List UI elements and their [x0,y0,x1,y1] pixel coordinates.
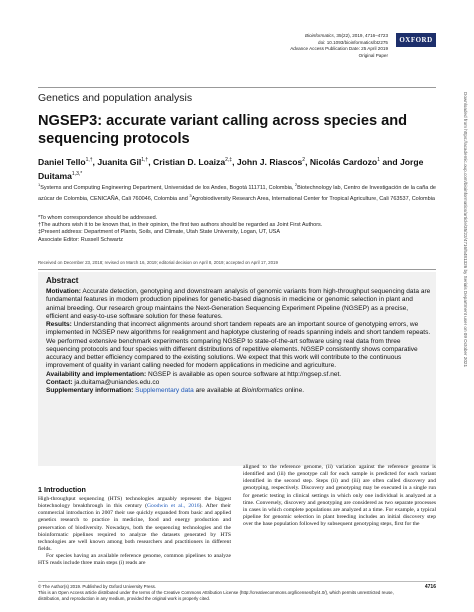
abstract-heading: Abstract [46,276,79,285]
abstract-supplementary: Supplementary information: Supplementary data are available at Bioinformatics online. [46,387,305,394]
abstract-motivation: Motivation: Accurate detection, genotyping and downstream analysis of genomic variants from high-throughput sequencing data are fundamental features in modern production pipelines for genetic-based diagnosis in medicine or genomic selection in plant and animal breeding. Our research group maintains the Next-Generation Sequencing Experiment Pipeline (NGSEP) as a precise, efficient and easy-to-use software solution for these features. [46,288,431,320]
intro-left-column [38,496,231,568]
paper-title: NGSEP3: accurate variant calling across species and sequencing protocols [38,113,408,147]
affiliations [38,181,438,203]
abstract-availability: Availability and implementation: NGSEP is available as open source software at http://ngsep.sf.net. [46,370,342,378]
abstract-contact: Contact: ja.duitama@uniandes.edu.co [46,378,160,386]
abstract-rule [38,269,436,270]
affiliation: $^1$Systems and Computing Engineering Department, Universidad de los Andes, Bogotá 111711, Colombia, [38,182,294,191]
correspondence-notes [38,215,438,244]
oxford-logo: OXFORD [396,33,436,47]
present-address-note: ‡Present address: Department of Plants, Soils, and Climate, Utah State University, Logan, UT, USA [38,229,281,236]
author: Nicolás Cardozo$^1$ and [309,156,401,167]
journal-doi[interactable]: doi: 10.1093/bioinformatics/btz275 [318,39,388,45]
journal-citation: Bioinformatics, 35(22), 2019, 4716–4723 [304,33,388,38]
journal-access-date: Advance Access Publication Date: 25 April 2019 [290,46,388,52]
section-label: Genetics and population analysis [38,92,193,104]
citation-link[interactable]: Goodwin et al., 2016 [147,503,200,510]
author: Juanita Gil$^{1,\dagger}$, [97,156,153,167]
intro-right-column: aligned to the reference genome, (ii) variation against the reference genome is identified and (iii) the genotype call for each sample is predicted for each variant identified in the second step. Steps (ii) and (iii) are often called discovery and genotyping, respectively. Discovery and genotyping may be executed in a single run for genetic testing in clinical settings in which only one individual is analyzed at a time. Conversely, discovery and genotyping are considered as two separate processes in cases in which complete populations are analyzed at a time. For example, a typical pipeline for genomic selection in plant breeding includes an initial discovery step over the base population followed by subsequent genotyping steps, first for the [243,464,436,528]
correspondence-line: *To whom correspondence should be addressed. [38,215,158,221]
joint-first-author-note: †The authors wish it to be known that, in their opinion, the first two authors should be regarded as Joint First Authors. [38,222,323,229]
author: Cristian D. Loaiza$^{2,\ddagger}$, [153,156,237,167]
author: Jorge Duitama$^{1,3,*}$ [38,156,424,181]
abstract-body [46,288,431,395]
journal-article-type: Original Paper [358,52,388,58]
associate-editor: Associate Editor: Russell Schwartz [38,236,123,243]
supplementary-data-link[interactable]: Supplementary data [135,387,194,394]
header-rule [38,87,436,88]
affiliation: $^2$Biotechnology lab, Centro de Investigación de la caña de azúcar de Colombia, CENICAÑA, Cali 760046, Colombia and [38,182,436,202]
received-dates: Received on December 23, 2018; revised on March 16, 2019; editorial decision on April 8, 2019; accepted on April 17, 2019 [38,260,278,265]
intro-paragraph: High-throughput sequencing (HTS) technologies arguably represent the biggest biotechnology breakthrough in this century (Goodwin et al., 2016). After their commercial introduction in 2007 their use quickly expanded from basic and applied genetics research to practice in medicine, food and energy production and preservation of biodiversity. Nowadays, both the sequencing technologies and the bioinformatic pipelines required to analyze the datasets generated by HTS technologies are well known among both researchers and practitioners in different fields. [38,496,231,553]
download-side-note: Downloaded from https://academic.oup.com/bioinformatics/article/35/22/4716/5481326 by Serials Department user on 09 October 2021 [463,92,468,368]
footer-copyright: © The Author(s) 2019. Published by Oxford University Press. This is an Open Access article distributed under the terms of the Creative Commons Attribution License (http://creativecommons.org/licenses/by/4.0/), which permits unrestricted reuse, distribution, and reproduction in any medium, provided the original work is properly cited. [38,584,398,601]
affiliation: $^3$Agrobiodiversity Research Area, International Center for Tropical Agriculture, Cali 763537, Colombia [189,193,435,202]
author: Daniel Tello$^{1,\dagger}$, [38,156,98,167]
author: John J. Riascos$^2$, [236,156,310,167]
abstract-results: Results: Understanding that incorrect alignments around short tandem repeats are an important source of genotyping errors, we implemented in NGSEP new algorithms for realignment and haplotype clustering of reads spanning indels and short tandem repeats. We performed extensive benchmark experiments comparing NGSEP to state-of-the-art software using real data from three sequencing protocols and four species with different distributions of repetitive elements. NGSEP consistently shows comparative accuracy and better efficiency compared to the existing solutions. We expect that this work will contribute to the continuous improvement of quality in variant calling needed for modern applications in medicine and agriculture. [46,321,431,370]
page-number: 4716 [424,584,436,590]
journal-info [290,33,388,59]
intro-paragraph: For species having an available reference genome, common pipelines to analyze HTS reads include three main steps (i) reads are [38,553,231,567]
author-list [38,154,438,182]
license-text: This is an Open Access article distributed under the terms of the Creative Commons Attribution License (http://creativecommons.org/licenses/by/4.0/), which permits unrestricted reuse, distribution, and reproduction in any medium, provided the original work is properly cited. [38,589,394,601]
footer-rule [38,581,436,582]
intro-heading: 1 Introduction [38,485,86,494]
